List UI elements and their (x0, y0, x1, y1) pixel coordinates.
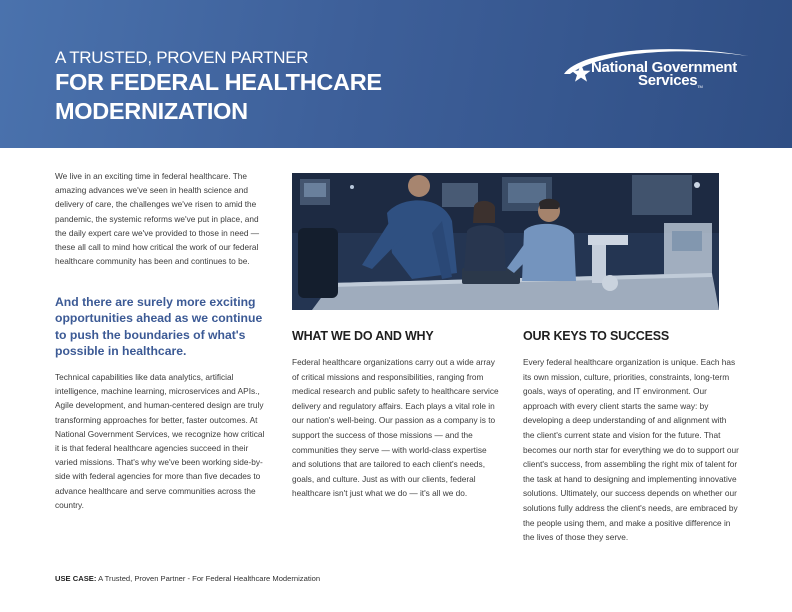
footer-text: A Trusted, Proven Partner - For Federal Healthcare Modernization (98, 574, 321, 583)
footer-label: USE CASE: (55, 574, 97, 583)
callout-quote: And there are surely more exciting opportunities ahead as we continue to push the boundaries of what's possible in healthcare. (55, 295, 263, 358)
header-banner (0, 0, 792, 148)
what-we-do-body: Federal healthcare organizations carry out a wide array of critical missions and responsibilities, ranging from medical research and public safety to healthcare service delivery and regulatory affairs. Each plays a vital role in our nation's well-being. Our passion as a company is to support the success of those missions — and the communities they serve — with world-class expertise and solutions that are tailored to each client's needs, goals, and culture. Just as with our clients, federal healthcare isn't just what we do — it's all we do. (292, 357, 499, 499)
ngs-logo (560, 44, 760, 90)
keys-to-success-heading: OUR KEYS TO SUCCESS (523, 329, 669, 343)
technology-paragraph: Technical capabilities like data analytics, artificial intelligence, machine learning, microservices and APIs., Agile development, and human-centered design are truly transforming approaches for better, faster outcomes. At National Government Services, we recognize how critical it is that federal healthcare agencies succeed in their varied missions. That's why we've been working side-by-side with federal agencies for more than five decades to advance healthcare and serve communities across the country. (55, 372, 265, 510)
logo-text-line2 (638, 72, 703, 89)
what-we-do-heading: WHAT WE DO AND WHY (292, 329, 434, 343)
logo-text-line1: National Government (591, 59, 737, 76)
lab-team-photo (292, 173, 719, 310)
keys-to-success-body: Every federal healthcare organization is unique. Each has its own mission, culture, priorities, constraints, long-term goals, ways of operating, and IT environment. Our approach with every client starts the same way: by developing a deep understanding of and alignment with the client's current state and vision for the future. That becomes our north star for everything we do to support our client's success, from assembling the right mix of talent for the task at hand to designing and implementing innovative solutions. Ultimately, our success depends on whether our solutions fully address the client's needs, are embraced by the people using them, and make a positive difference in the lives of those they serve. (523, 357, 739, 543)
header-title-line1: A TRUSTED, PROVEN PARTNER (55, 48, 309, 67)
header-title-line2: FOR FEDERAL HEALTHCARE MODERNIZATION (55, 69, 382, 124)
photo-illustration (292, 173, 719, 310)
footer-use-case (55, 574, 320, 583)
logo-text-services: Services (638, 72, 698, 89)
intro-paragraph: We live in an exciting time in federal healthcare. The amazing advances we've seen in health science and delivery of care, the challenges we've risen to amid the pandemic, the systemic reforms we've put in place, and the daily expert care we've provided to those in need — these all call to mind how critical the work of our federal healthcare community has been and continues to be. (55, 171, 260, 267)
logo-trademark: TM (697, 84, 703, 89)
